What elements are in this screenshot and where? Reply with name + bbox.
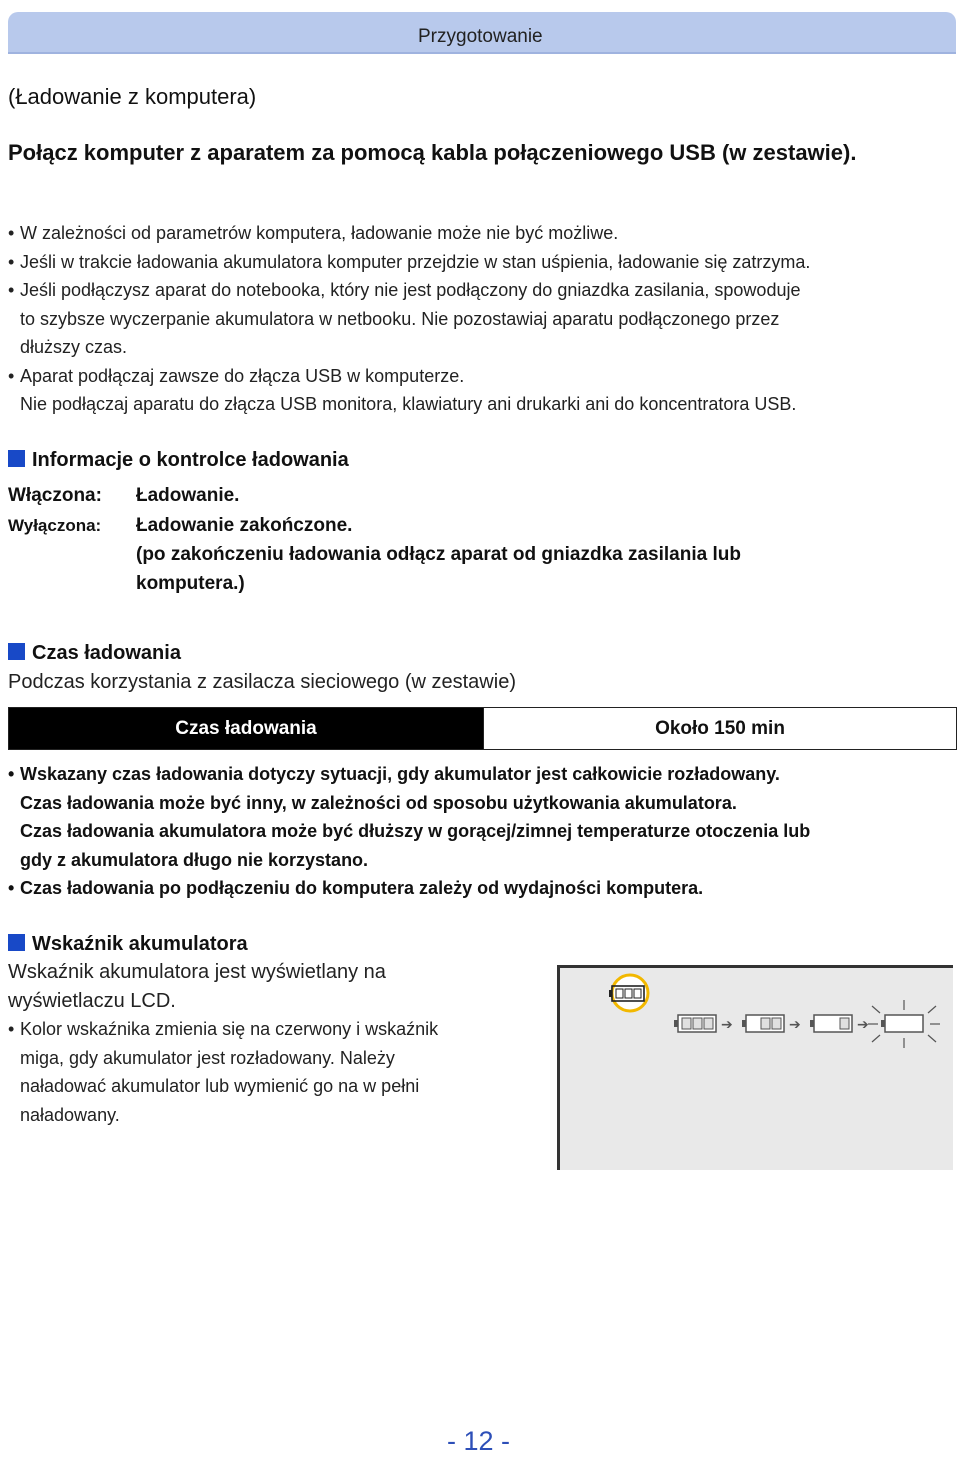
- battery-level-diagram: [560, 968, 956, 1173]
- bullet-item: • Jeśli podłączysz aparat do notebooka, który nie jest podłączony do gniazdka zasilania, spowoduje: [8, 280, 801, 300]
- battery-level-2-icon: [742, 1015, 784, 1032]
- bullet-item: • W zależności od parametrów komputera, ładowanie może nie być możliwe.: [8, 223, 619, 243]
- battery-level-1-icon: [810, 1015, 852, 1032]
- blue-square-icon: [8, 643, 25, 660]
- blue-square-icon: [8, 450, 25, 467]
- indicator-off-row: [8, 511, 353, 540]
- charging-notes: • Wskazany czas ładowania dotyczy sytuacji, gdy akumulator jest całkowicie rozładowany. Czas ładowania może być inny, w zależności od sposobu użytkowania akumulatora. Czas ładowania akumulatora może być dłuższy w gorącej/zimnej temperaturze otoczenia lub gdy z akumulatora długo nie korzystano. • Czas ładowania po podłączeniu do komputera zależy od wydajności komputera.: [8, 760, 953, 903]
- bullet-continuation: Nie podłączaj aparatu do złącza USB monitora, klawiatury ani drukarki ani do koncentratora USB.: [20, 394, 797, 414]
- bullet-item: • Aparat podłączaj zawsze do złącza USB w komputerze.: [8, 365, 465, 386]
- battery-level-3-icon: [674, 1015, 716, 1032]
- arrow-right-icon: ➔: [857, 1017, 869, 1033]
- charging-time-value-cell: Około 150 min: [483, 708, 956, 749]
- usb-bullet-list: [8, 219, 953, 419]
- lcd-illustration: [557, 965, 953, 1170]
- charging-time-heading: Czas ładowania: [8, 642, 181, 665]
- header-title: Przygotowanie: [418, 26, 543, 47]
- charging-time-label-cell: Czas ładowania: [9, 708, 483, 749]
- battery-bullet: • Kolor wskaźnika zmienia się na czerwony i wskaźnik miga, gdy akumulator jest rozładowany. Należy naładować akumulator lub wymienić go na w pełni naładowany.: [8, 1019, 439, 1125]
- bullet-continuation: dłuższy czas.: [20, 337, 128, 357]
- indicator-on-value: Ładowanie.: [136, 485, 240, 506]
- indicator-on-label: Włączona:: [8, 485, 102, 506]
- main-instruction: Połącz komputer z aparatem za pomocą kabla połączeniowego USB (w zestawie).: [8, 140, 857, 165]
- note-item: • Wskazany czas ładowania dotyczy sytuacji, gdy akumulator jest całkowicie rozładowany.: [8, 764, 780, 784]
- indicator-off-label: Wyłączona:: [8, 516, 102, 535]
- charging-time-table: [8, 707, 957, 750]
- indicator-off-value: Ładowanie zakończone.: [136, 515, 353, 536]
- section-heading: (Ładowanie z komputera): [8, 84, 257, 109]
- battery-heading: Wskaźnik akumulatora: [8, 933, 248, 956]
- arrow-right-icon: ➔: [789, 1017, 801, 1033]
- charging-time-subtitle: Podczas korzystania z zasilacza sieciowego (w zestawie): [8, 671, 516, 693]
- bullet-continuation: to szybsze wyczerpanie akumulatora w netbooku. Nie pozostawiaj aparatu podłączonego przez: [20, 308, 780, 329]
- battery-description: Wskaźnik akumulatora jest wyświetlany na wyświetlaczu LCD.: [8, 961, 386, 1012]
- page-number: - 12 -: [447, 1426, 511, 1456]
- indicator-on-row: [8, 481, 240, 510]
- blue-square-icon: [8, 934, 25, 951]
- battery-level-0-blinking-icon: [868, 1000, 940, 1048]
- indicator-heading: Informacje o kontrolce ładowania: [8, 449, 349, 472]
- arrow-right-icon: ➔: [721, 1017, 733, 1033]
- bullet-item: • Jeśli w trakcie ładowania akumulatora komputer przejdzie w stan uśpienia, ładowanie się zatrzyma.: [8, 251, 811, 272]
- note-item: • Czas ładowania po podłączeniu do komputera zależy od wydajności komputera.: [8, 878, 704, 898]
